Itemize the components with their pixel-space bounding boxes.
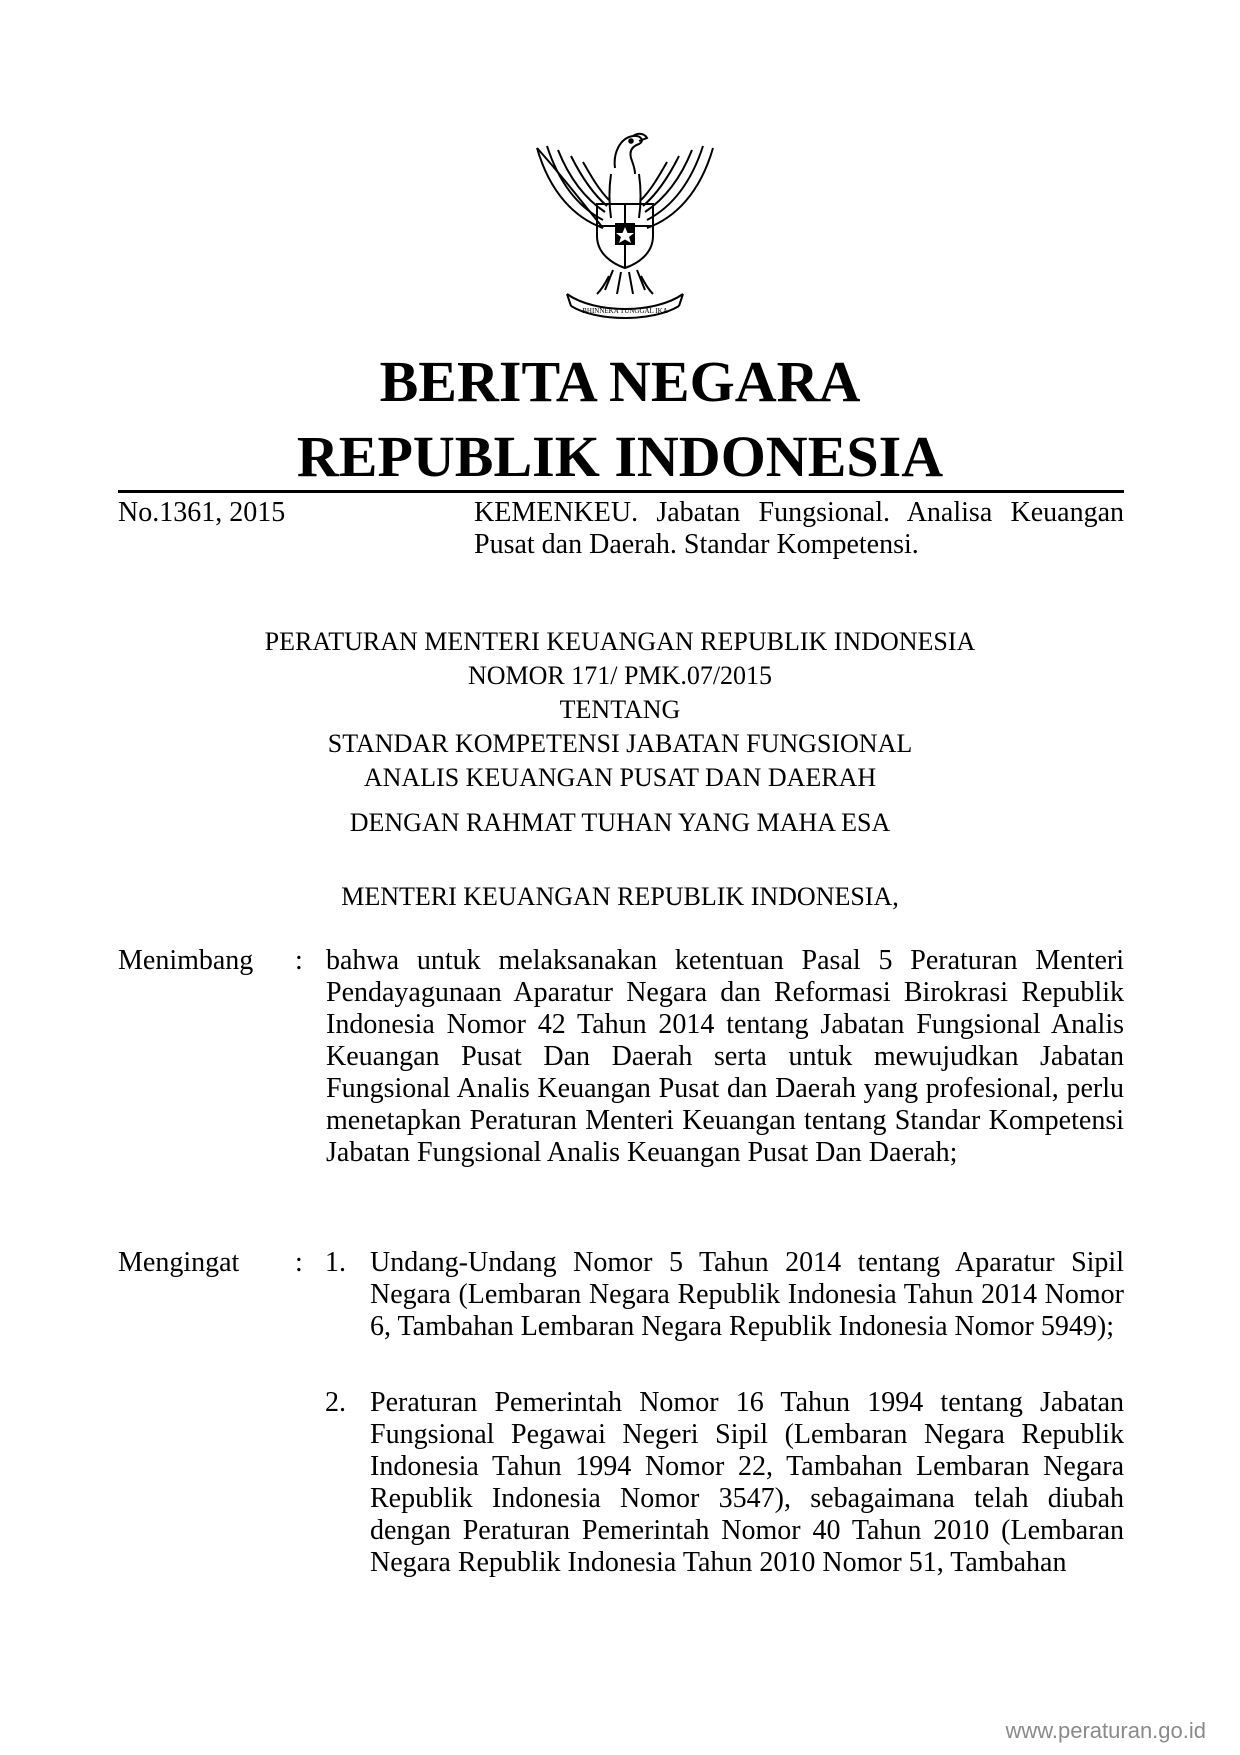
header-rule: [118, 490, 1124, 493]
recalling-colon: :: [295, 1247, 303, 1278]
regulation-title-line: NOMOR 171/ PMK.07/2015: [467, 661, 773, 690]
notice-topic: KEMENKEU. Jabatan Fungsional. Analisa Keuangan Pusat dan Daerah. Standar Kompetensi.: [474, 497, 1124, 560]
emblem-motto: BHINNEKA TUNGGAL IKA: [582, 307, 668, 315]
garuda-emblem-icon: [525, 108, 725, 328]
regulation-title-line: TENTANG: [559, 695, 681, 724]
recalling-item-text: Peraturan Pemerintah Nomor 16 Tahun 1994 tentang Jabatan Fungsional Pegawai Negeri Sipil (Lembaran Negara Republik Indonesia Tahun 1994 Nomor 22, Tambahan Lembaran Negara Republik Indonesia Nomor 3547), sebagaimana telah diubah dengan Peraturan Pemerintah Nomor 40 Tahun 2010 (Lembaran Negara Republik Indonesia Tahun 2010 Nomor 51, Tambahan: [370, 1387, 1124, 1578]
minister-heading: MENTERI KEUANGAN REPUBLIK INDONESIA,: [341, 882, 899, 911]
regulation-title-line: STANDAR KOMPETENSI JABATAN FUNGSIONAL: [327, 729, 913, 758]
recalling-label: Mengingat: [118, 1247, 240, 1278]
recalling-item-text: Undang-Undang Nomor 5 Tahun 2014 tentang Aparatur Sipil Negara (Lembaran Negara Republik Indonesia Tahun 2014 Nomor 6, Tambahan Lembaran Negara Republik Indonesia Nomor 5949);: [370, 1247, 1124, 1342]
recalling-item-number: 2.: [325, 1387, 346, 1418]
considering-text: bahwa untuk melaksanakan ketentuan Pasal 5 Peraturan Menteri Pendayagunaan Aparatur Negara dan Reformasi Birokrasi Republik Indonesia Nomor 42 Tahun 2014 tentang Jabatan Fungsional Analis Keuangan Pusat Dan Daerah serta untuk mewujudkan Jabatan Fungsional Analis Keuangan Pusat dan Daerah yang profesional, perlu menetapkan Peraturan Menteri Keuangan tentang Standar Kompetensi Jabatan Fungsional Analis Keuangan Pusat Dan Daerah;: [326, 945, 1124, 1168]
masthead-subtitle: REPUBLIK INDONESIA: [296, 424, 944, 489]
considering-label: Menimbang: [118, 945, 254, 976]
regulation-title-line: PERATURAN MENTERI KEUANGAN REPUBLIK INDONESIA: [264, 627, 976, 656]
regulation-title-line: ANALIS KEUANGAN PUSAT DAN DAERAH: [363, 763, 877, 792]
opening-phrase: DENGAN RAHMAT TUHAN YANG MAHA ESA: [349, 808, 891, 837]
recalling-item-number: 1.: [325, 1247, 346, 1278]
source-url-watermark: www.peraturan.go.id: [1005, 1718, 1206, 1743]
masthead-title: BERITA NEGARA: [379, 349, 861, 414]
considering-colon: :: [295, 945, 303, 976]
regulation-title: [0, 625, 1240, 795]
notice-number: No.1361, 2015: [118, 497, 286, 528]
